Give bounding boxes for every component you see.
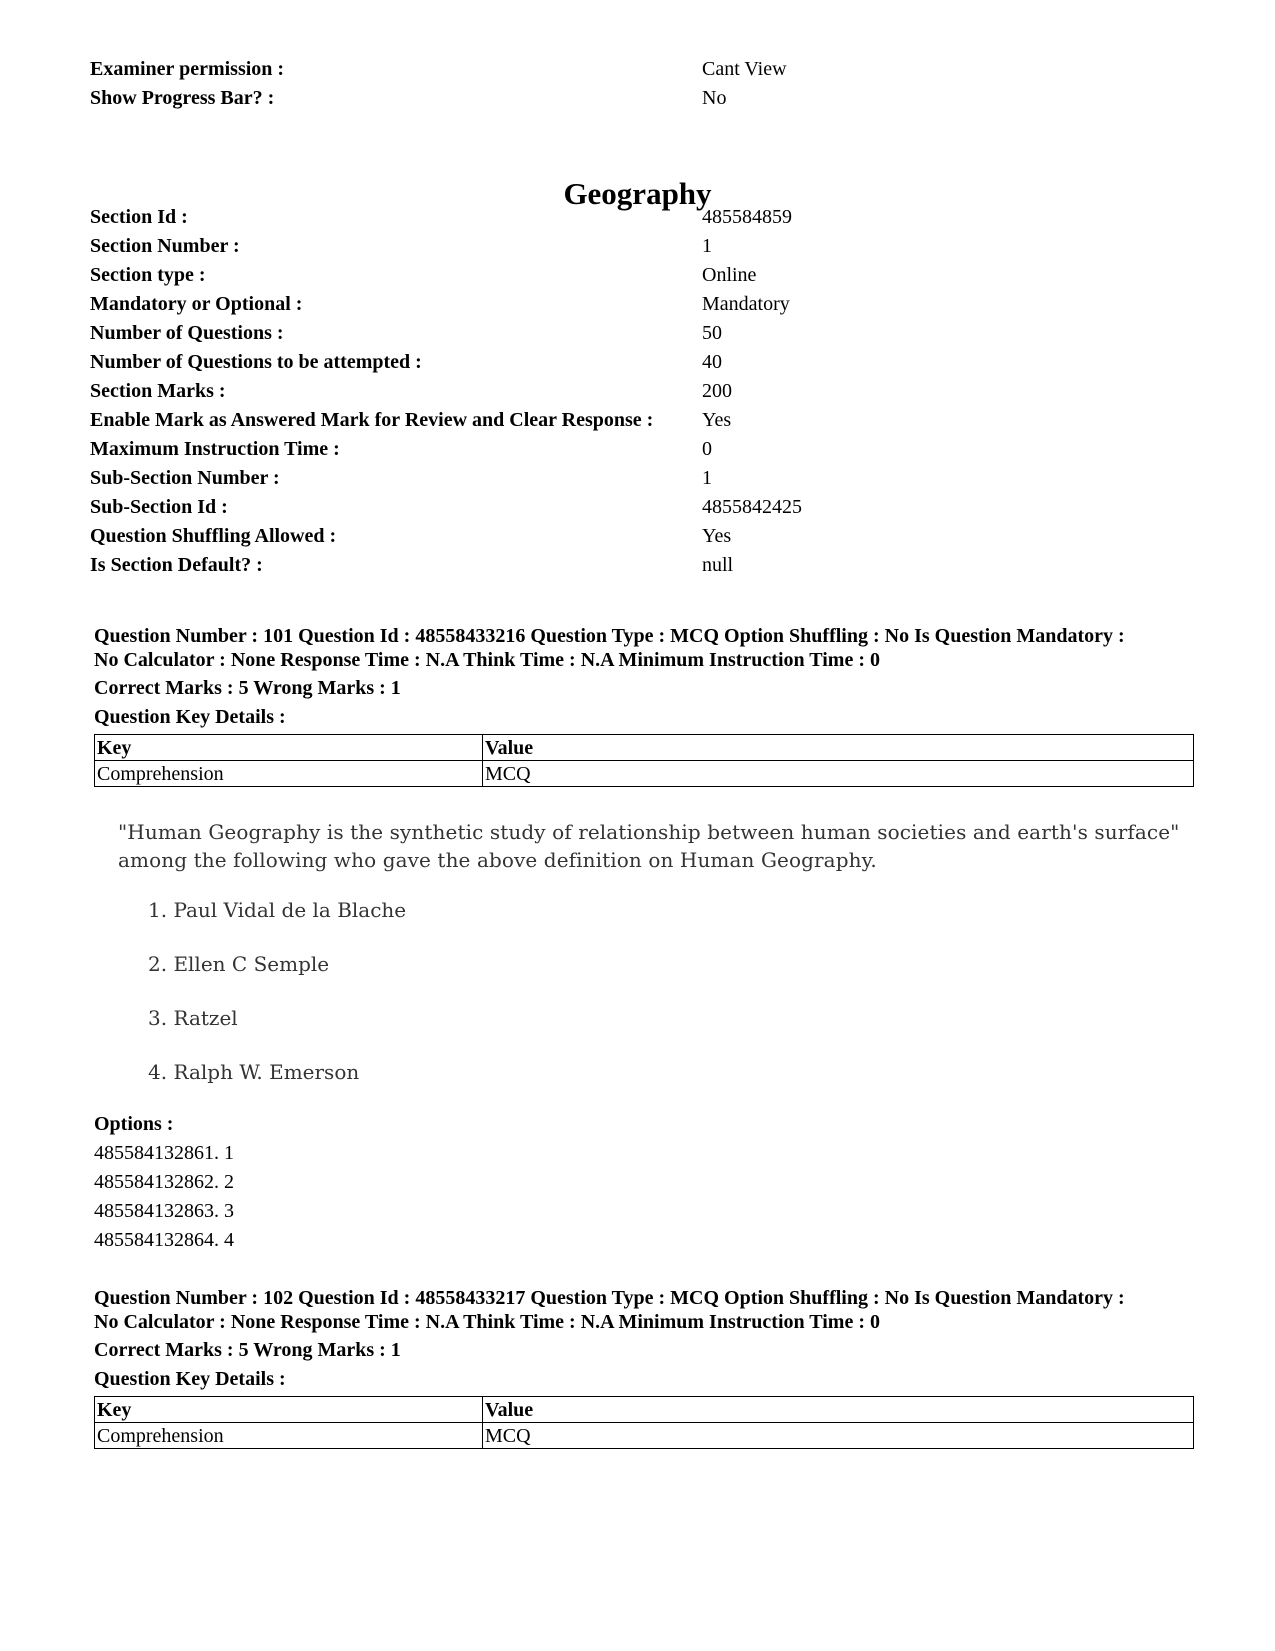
section-row <box>90 290 1210 319</box>
section-label: Section type : <box>90 264 206 286</box>
choice-item: 1. Paul Vidal de la Blache <box>148 898 407 922</box>
section-details <box>90 203 1210 580</box>
choice-list <box>118 896 1198 1112</box>
setting-row <box>90 55 1210 84</box>
setting-label: Examiner permission : <box>90 58 285 80</box>
question-block <box>94 624 1194 787</box>
question-key-table <box>94 1396 1194 1449</box>
section-value: 40 <box>702 351 722 373</box>
section-label: Question Shuffling Allowed : <box>90 525 337 547</box>
section-label: Sub-Section Id : <box>90 496 228 518</box>
section-row <box>90 551 1210 580</box>
question-key-details-label: Question Key Details : <box>94 706 286 728</box>
table-row <box>95 761 1194 787</box>
table-cell: MCQ <box>483 1423 1194 1449</box>
section-label: Number of Questions : <box>90 322 284 344</box>
setting-label: Show Progress Bar? : <box>90 87 275 109</box>
question-key-table <box>94 734 1194 787</box>
table-cell: Comprehension <box>95 1423 483 1449</box>
choice-item: 3. Ratzel <box>148 1006 238 1030</box>
section-value: 1 <box>702 467 712 489</box>
section-row <box>90 232 1210 261</box>
section-row <box>90 348 1210 377</box>
section-label: Number of Questions to be attempted : <box>90 351 422 373</box>
table-header-cell: Value <box>483 1397 1194 1423</box>
option-item: 485584132864. 4 <box>94 1229 234 1251</box>
section-label: Is Section Default? : <box>90 554 263 576</box>
option-item: 485584132863. 3 <box>94 1200 234 1222</box>
question-meta-line: Question Number : 102 Question Id : 48558433217 Question Type : MCQ Option Shuffling : No Is Question Mandatory : <box>94 1287 1125 1309</box>
question-meta-line: No Calculator : None Response Time : N.A Think Time : N.A Minimum Instruction Time : 0 <box>94 1311 880 1333</box>
question-marks: Correct Marks : 5 Wrong Marks : 1 <box>94 677 401 699</box>
section-value: Mandatory <box>702 293 790 315</box>
setting-value: No <box>702 87 727 109</box>
section-row <box>90 435 1210 464</box>
section-row <box>90 493 1210 522</box>
option-item: 485584132862. 2 <box>94 1171 234 1193</box>
section-title: Geography <box>563 176 712 211</box>
section-label: Enable Mark as Answered Mark for Review and Clear Response : <box>90 409 654 431</box>
question-stem: "Human Geography is the synthetic study of relationship between human societies and earth's surface" among the following who gave the above definition on Human Geography. <box>118 820 1180 872</box>
table-header-row <box>95 1397 1194 1423</box>
question-meta-line: Question Number : 101 Question Id : 48558433216 Question Type : MCQ Option Shuffling : No Is Question Mandatory : <box>94 625 1125 647</box>
exam-settings <box>90 55 1210 113</box>
section-row <box>90 319 1210 348</box>
section-label: Section Marks : <box>90 380 226 402</box>
question-meta-line: No Calculator : None Response Time : N.A Think Time : N.A Minimum Instruction Time : 0 <box>94 649 880 671</box>
section-row <box>90 377 1210 406</box>
question-block <box>94 1286 1194 1449</box>
table-row <box>95 1423 1194 1449</box>
section-row <box>90 261 1210 290</box>
section-label: Section Id : <box>90 206 188 228</box>
options-block <box>94 1110 234 1255</box>
table-cell: MCQ <box>483 761 1194 787</box>
question-body <box>118 818 1198 1112</box>
option-item: 485584132861. 1 <box>94 1142 234 1164</box>
section-row <box>90 522 1210 551</box>
section-value: 200 <box>702 380 732 402</box>
section-value: Yes <box>702 525 732 547</box>
section-value: Online <box>702 264 757 286</box>
section-label: Maximum Instruction Time : <box>90 438 340 460</box>
section-value: 50 <box>702 322 722 344</box>
setting-value: Cant View <box>702 58 787 80</box>
table-header-cell: Value <box>483 735 1194 761</box>
choice-item: 2. Ellen C Semple <box>148 952 330 976</box>
table-header-cell: Key <box>95 1397 483 1423</box>
section-label: Section Number : <box>90 235 240 257</box>
section-value: 4855842425 <box>702 496 802 518</box>
table-header-cell: Key <box>95 735 483 761</box>
options-label: Options : <box>94 1113 174 1135</box>
section-value: 1 <box>702 235 712 257</box>
section-value: null <box>702 554 734 576</box>
section-row <box>90 464 1210 493</box>
section-value: 0 <box>702 438 712 460</box>
section-row <box>90 406 1210 435</box>
table-cell: Comprehension <box>95 761 483 787</box>
section-label: Sub-Section Number : <box>90 467 280 489</box>
section-value: 485584859 <box>702 206 792 228</box>
question-key-details-label: Question Key Details : <box>94 1368 286 1390</box>
choice-item: 4. Ralph W. Emerson <box>148 1060 360 1084</box>
table-header-row <box>95 735 1194 761</box>
setting-row <box>90 84 1210 113</box>
section-label: Mandatory or Optional : <box>90 293 303 315</box>
section-value: Yes <box>702 409 732 431</box>
section-row <box>90 203 1210 232</box>
question-marks: Correct Marks : 5 Wrong Marks : 1 <box>94 1339 401 1361</box>
